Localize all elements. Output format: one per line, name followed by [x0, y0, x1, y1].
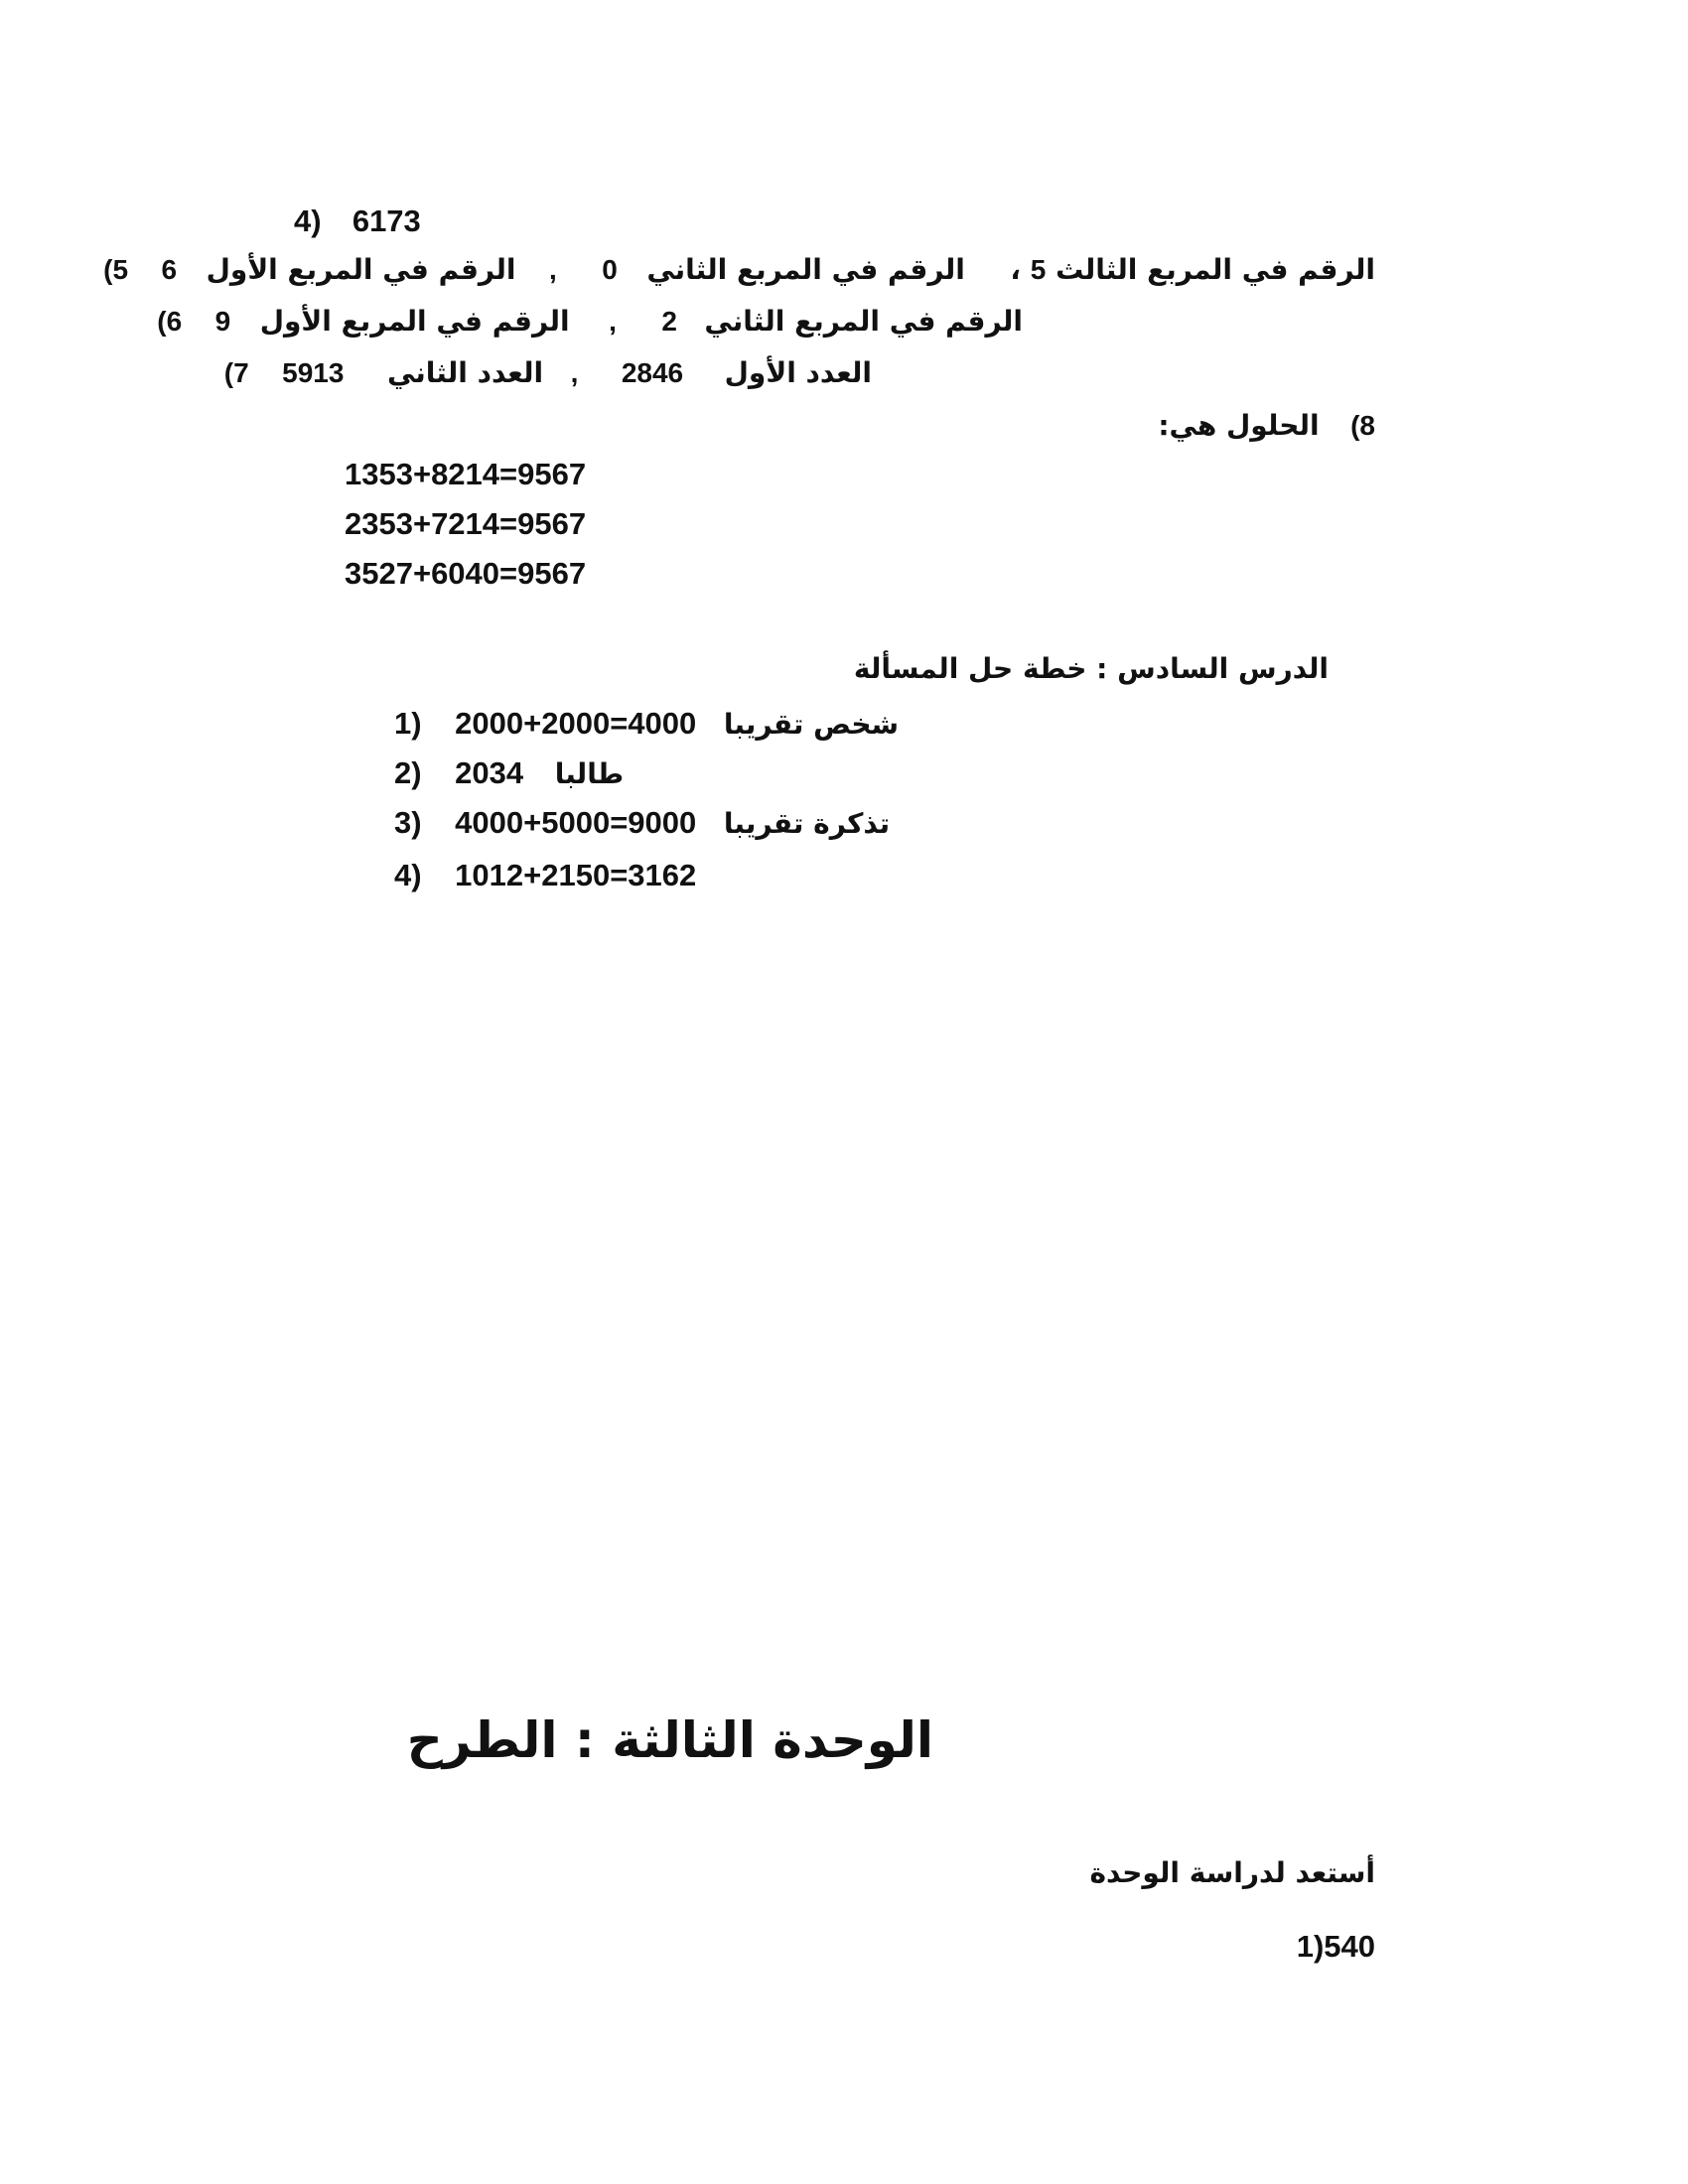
answer-value: 6173 [352, 204, 421, 238]
answer-q6 [157, 305, 1023, 338]
second-square-text: الرقم في المربع الثاني [646, 253, 965, 286]
comma-separator: , [570, 357, 579, 388]
item-number: 2) [394, 755, 422, 790]
comma-separator: , [609, 306, 617, 337]
item-expression: 4000+5000=9000 [455, 805, 697, 840]
item-text: تذكرة تقريبا [723, 807, 891, 840]
solution-line: 2353+7214=9567 [345, 506, 587, 541]
second-square-digit: 2 [661, 306, 677, 337]
first-square-digit: 9 [214, 306, 231, 337]
lesson-item [394, 757, 624, 789]
answer-q8-label [1158, 409, 1375, 442]
item-number: 3) [394, 805, 422, 840]
first-number-value: 2846 [621, 357, 684, 388]
answer-q5 [103, 253, 1375, 286]
solutions-label: الحلول هي: [1158, 409, 1320, 442]
arabic-comma: ، [1010, 253, 1022, 286]
lesson-item [394, 807, 890, 839]
first-square-text: الرقم في المربع الأول [259, 305, 570, 338]
third-square-digit: 5 [1030, 254, 1047, 285]
solution-line: 1353+8214=9567 [345, 457, 587, 491]
lesson-item [394, 860, 696, 891]
third-square-text: الرقم في المربع الثالث [1055, 253, 1375, 286]
first-square-text: الرقم في المربع الأول [206, 253, 516, 286]
second-square-text: الرقم في المربع الثاني [704, 305, 1023, 338]
solution-line: 3527+6040=9567 [345, 556, 587, 591]
item-number: 4) [394, 858, 422, 892]
lesson-title: الدرس السادس : خطة حل المسألة [853, 652, 1329, 685]
question-number: 6) [157, 306, 183, 337]
second-number-value: 5913 [282, 357, 345, 388]
second-square-digit: 0 [602, 254, 618, 285]
item-number: 1) [394, 706, 422, 741]
item-expression: 2034 [455, 755, 524, 790]
first-number-text: العدد الأول [724, 356, 872, 389]
readiness-label: أستعد لدراسة الوحدة [1089, 1856, 1375, 1889]
answer-q7 [223, 356, 872, 389]
item-text: شخص تقريبا [723, 708, 900, 741]
question-number: 7) [223, 357, 249, 388]
item-expression: 1012+2150=3162 [455, 858, 697, 892]
answer-q4 [294, 205, 421, 236]
readiness-answer: 540(1 [1296, 1929, 1375, 1964]
second-number-text: العدد الثاني [386, 356, 544, 389]
question-number: 8) [1350, 410, 1375, 441]
lesson-item [394, 708, 899, 740]
question-number: 4) [294, 204, 322, 238]
comma-separator: , [548, 254, 557, 285]
question-number: 5) [103, 254, 129, 285]
unit-title: الوحدة الثالثة : الطرح [406, 1711, 933, 1769]
item-text: طالبا [554, 757, 625, 790]
item-expression: 2000+2000=4000 [455, 706, 697, 741]
first-square-digit: 6 [161, 254, 178, 285]
